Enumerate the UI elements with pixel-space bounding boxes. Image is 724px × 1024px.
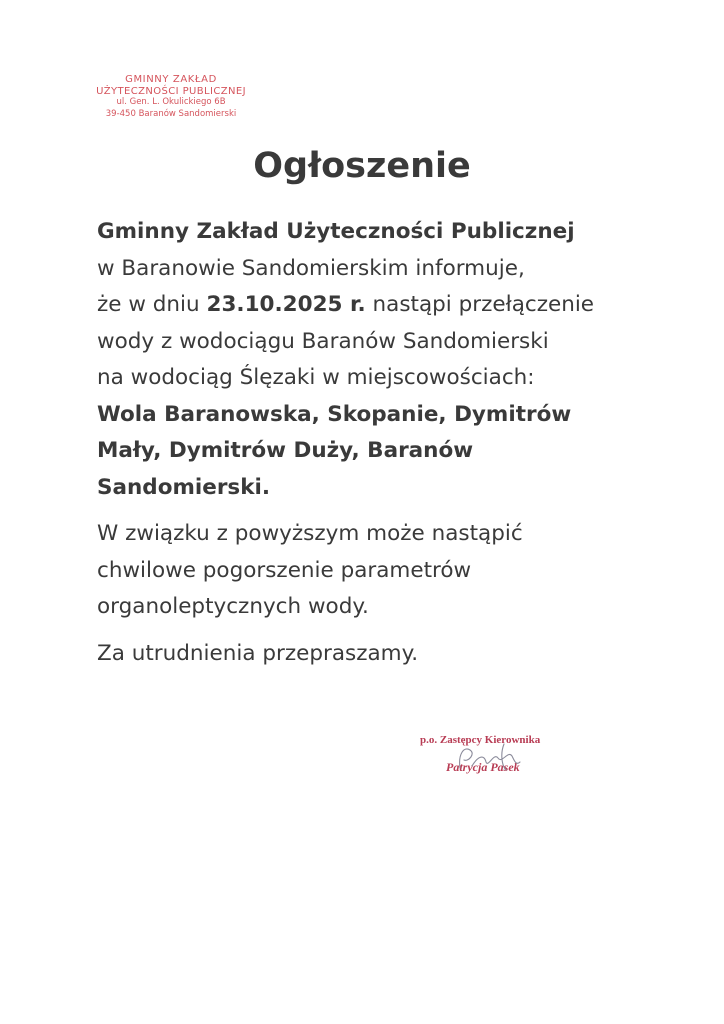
stamp-line-1: GMINNY ZAKŁAD	[125, 74, 217, 85]
body-line	[97, 397, 677, 434]
body-line: w Baranowie Sandomierskim informuje,	[97, 255, 525, 281]
signature-name: Patrycja Pasek	[446, 760, 520, 774]
signature-role: p.o. Zastępcy Kierownika	[420, 734, 541, 746]
stamp-line-2: UŻYTECZNOŚCI PUBLICZNEJ	[96, 85, 246, 97]
signature-block	[420, 734, 570, 775]
page-title: Ogłoszenie	[253, 146, 471, 186]
closing-line: Za utrudnienia przepraszamy.	[97, 640, 419, 666]
institution-stamp	[86, 74, 256, 120]
body-line	[97, 214, 677, 251]
announcement-body	[97, 214, 677, 672]
body-text: nastąpi przełączenie	[365, 292, 595, 317]
stamp-line-4: 39-450 Baranów Sandomierski	[105, 108, 237, 119]
handwritten-signature-icon	[454, 740, 524, 776]
body-line: na wodociąg Ślęzaki w miejscowościach:	[97, 365, 535, 390]
paragraph-gap	[97, 506, 677, 516]
localities-list: Sandomierski.	[97, 474, 271, 500]
body-line	[97, 470, 677, 507]
body-line	[97, 433, 677, 470]
stamp-line-3: ul. Gen. L. Okulickiego 6B	[116, 97, 226, 107]
body-line: W związku z powyższym może nastąpić	[97, 521, 523, 546]
body-line: wody z wodociągu Baranów Sandomierski	[97, 328, 549, 354]
institution-name: Gminny Zakład Użyteczności Publicznej	[97, 219, 575, 244]
switch-date: 23.10.2025 r.	[206, 292, 366, 317]
body-line: organoleptycznych wody.	[97, 594, 369, 619]
body-line	[97, 287, 677, 324]
paragraph-gap	[97, 626, 677, 636]
body-text: że w dniu	[97, 292, 207, 317]
localities-list: Wola Baranowska, Skopanie, Dymitrów	[97, 401, 572, 427]
localities-list: Mały, Dymitrów Duży, Baranów	[97, 438, 474, 463]
body-line: chwilowe pogorszenie parametrów	[97, 557, 472, 583]
